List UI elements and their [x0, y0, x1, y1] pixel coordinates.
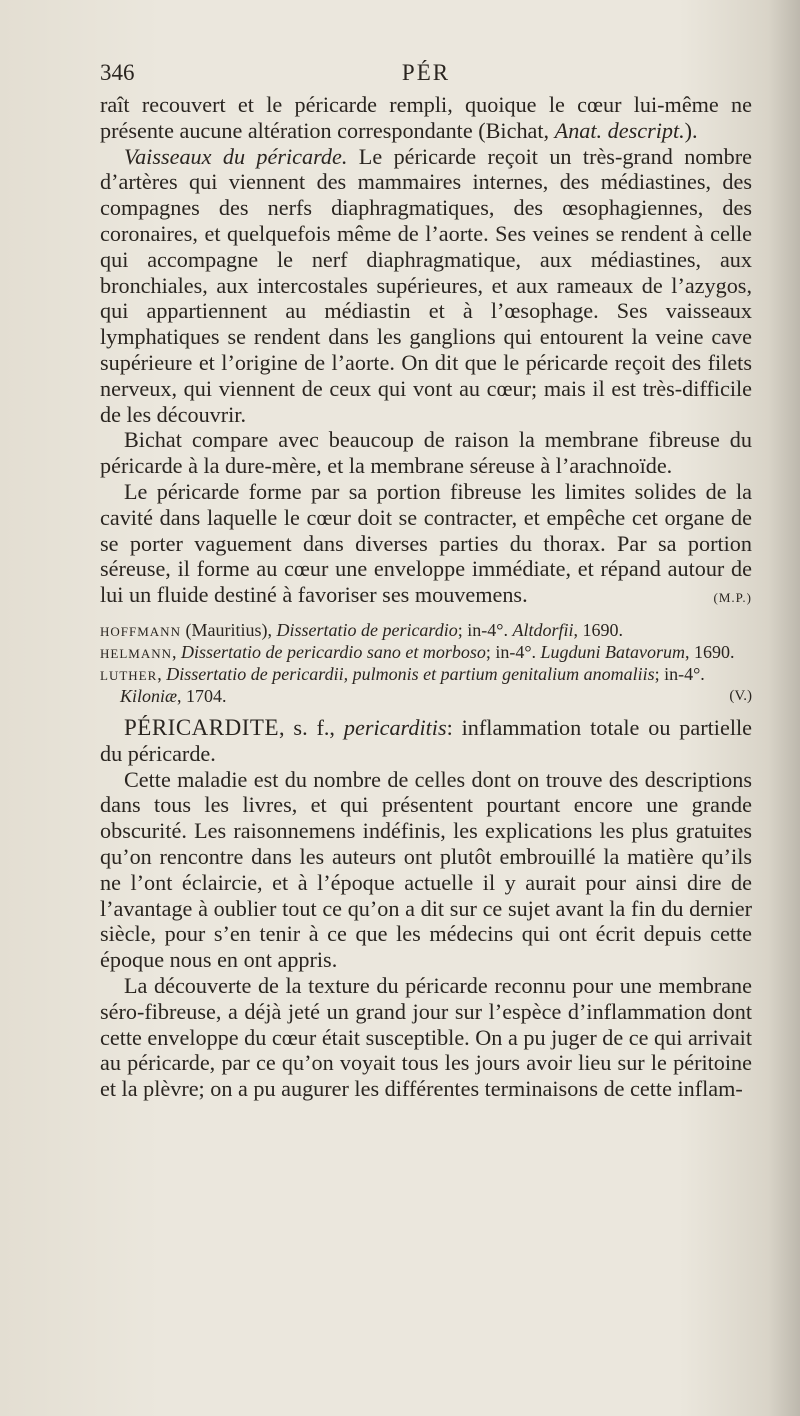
bibliography-entry: HOFFMANN (Mauritius), Dissertatio de pericardio; in-4°. Altdorfii, 1690. [100, 619, 623, 640]
running-head: PÉR [401, 60, 451, 85]
paragraph-pericarde-forme: Le péricarde forme par sa portion fibreuse les limites solides de la cavité dans laquelle le cœur doit se contracter, et empêche cet organe de se porter vaguement dans diverses parties du thorax. Par sa portion séreuse, il forme au cœur une enveloppe immédiate, et répand autour de lui un fluide destiné à favoriser ses mouvemens. (M.P.) [100, 479, 752, 608]
bibliography-entry: HELMANN, Dissertatio de pericardio sano et morboso; in-4°. Lugduni Batavorum, 1690. [100, 641, 735, 662]
bibliography [100, 620, 752, 707]
author-signature: (M.P.) [713, 590, 752, 606]
page-number: 346 [100, 60, 135, 85]
paragraph-vaisseaux: Vaisseaux du péricarde. Le péricarde reçoit un très-grand nombre d’artères qui viennent des mammaires internes, des médiastines, des compagnes des nerfs diaphragmatiques, des œsophagiennes, des coronaires, et quelquefois même de l’aorte. Ses veines se rendent à celle qui accompagne le nerf diaphragmatique, aux médiastines, aux bronchiales, aux intercostales supérieures, et aux rameaux de l’azygos, qui appartiennent au médiastin et à l’œsophage. Ses vaisseaux lymphatiques se rendent dans les ganglions qui entourent la veine cave supérieure et l’origine de l’aorte. On dit que le péricarde reçoit des filets nerveux, qui viennent de ceux qui vont au cœur; mais il est très-difficile de les découvrir. [100, 143, 752, 427]
bibliography-signature: (V.) [729, 687, 752, 704]
bibliography-entry: LUTHER, Dissertatio de pericardii, pulmonis et partium genitalium anomaliis; in-4°. Kiloniæ, 1704. (V.) [100, 663, 752, 706]
paragraph-continued: raît recouvert et le péricarde rempli, quoique le cœur lui-même ne présente aucune altération correspondante (Bichat, Anat. descript.). [100, 92, 752, 143]
paragraph-maladie: Cette maladie est du nombre de celles dont on trouve des descriptions dans tous les livres, et qui présentent pourtant encore une grande obscurité. Les raisonnemens indéfinis, les explications les plus gratuites qu’on rencontre dans les auteurs ont plutôt embrouillé la matière qu’ils ne l’ont éclaircie, et à l’époque actuelle il y aurait pour ainsi dire de l’avantage à oublier tout ce qu’on a dit sur ce sujet avant la fin du dernier siècle, pour s’en tenir à ce que les médecins qui ont écrit depuis cette époque nous en ont appris. [100, 766, 752, 973]
paragraph-bichat: Bichat compare avec beaucoup de raison la membrane fibreuse du péricarde à la dure-mère, et la membrane séreuse à l’arachnoïde. [100, 427, 752, 479]
page-header [100, 58, 752, 92]
dictionary-entry: PÉRICARDITE, s. f., pericarditis: inflammation totale ou partielle du péricarde. [100, 714, 752, 766]
section-lead: Vaisseaux du péricarde. [124, 143, 348, 169]
page-content [100, 58, 752, 1102]
paragraph-decouverte: La découverte de la texture du péricarde reconnu pour une membrane séro-fibreuse, a déjà jeté un grand jour sur l’espèce d’inflammation dont cette enveloppe du cœur était susceptible. On a pu juger de ce qui arrivait au péricarde, par ce qu’on voyait tous les jours avoir lieu sur le péritoine et la plèvre; on a pu augurer les différentes terminaisons de cette inflam- [100, 972, 752, 1102]
entry-headword: PÉRICARDITE [124, 714, 279, 740]
